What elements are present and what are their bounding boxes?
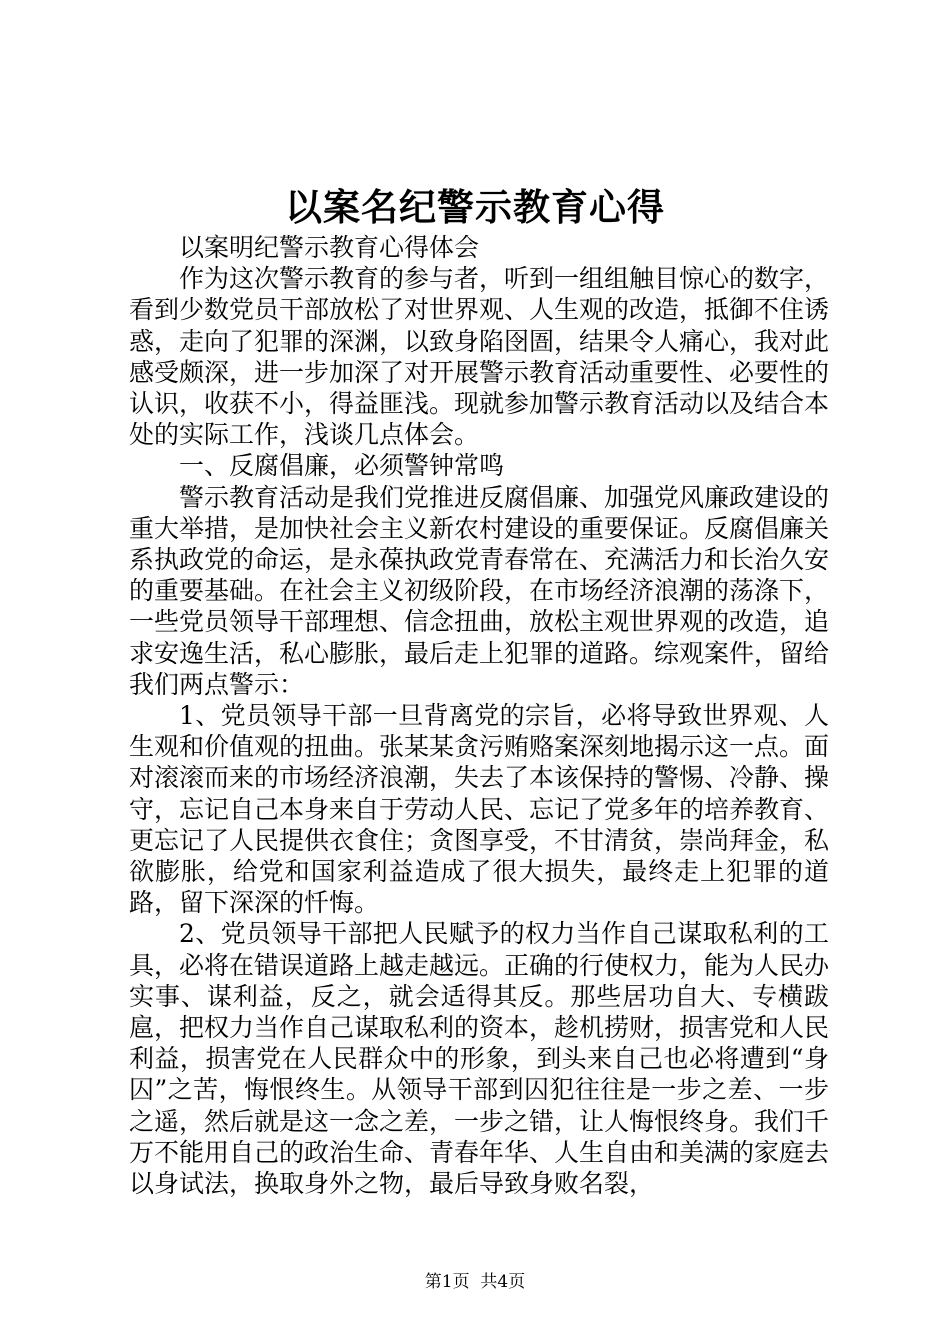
subtitle-paragraph: 以案明纪警示教育心得体会 [179,233,480,262]
point-1-paragraph: 1、党员领导干部一旦背离党的宗旨，必将导致世界观、人生观和价值观的扭曲。张某某贪污贿赂案深刻地揭示这一点。面对滚滚而来的市场经济浪潮，失去了本该保持的警惕、冷静、操守，忘记自己本身来自于劳动人民、忘记了党多年的培养教育、更忘记了人民提供衣食住；贪图享受，不甘清贫，崇尚拜金，私欲膨胀，给党和国家利益造成了很大损失，最终走上犯罪的道路，留下深深的忏悔。 [129,701,830,918]
point-2-paragraph: 2、党员领导干部把人民赋予的权力当作自己谋取私利的工具，必将在错误道路上越走越远。正确的行使权力，能为人民办实事、谋利益，反之，就会适得其反。那些居功自大、专横跋扈，把权力当作自己谋取私利的资本，趁机捞财，损害党和人民利益，损害党在人民群众中的形象，到头来自己也必将遭到“身囚”之苦，悔恨终生。从领导干部到囚犯往往是一步之差、一步之遥，然后就是这一念之差，一步之错，让人悔恨终身。我们千万不能用自己的政治生命、青春年华、人生自由和美满的家庭去以身试法，换取身外之物，最后导致身败名裂， [129,919,830,1199]
intro-paragraph: 作为这次警示教育的参与者，听到一组组触目惊心的数字，看到少数党员干部放松了对世界观、人生观的改造，抵御不住诱惑，走向了犯罪的深渊，以致身陷囹圄，结果令人痛心，我对此感受颇深，进一步加深了对开展警示教育活动重要性、必要性的认识，收获不小，得益匪浅。现就参加警示教育活动以及结合本处的实际工作，浅谈几点体会。 [129,264,830,450]
document-title: 以案名纪警示教育心得 [285,186,665,229]
page-number-footer: 第1页 共4页 [424,1272,526,1292]
document-body [129,232,829,1199]
body-paragraph: 警示教育活动是我们党推进反腐倡廉、加强党风廉政建设的重大举措，是加快社会主义新农村建设的重要保证。反腐倡廉关系执政党的命运，是永葆执政党青春常在、充满活力和长治久安的重要基础。在社会主义初级阶段，在市场经济浪潮的荡涤下，一些党员领导干部理想、信念扭曲，放松主观世界观的改造，追求安逸生活，私心膨胀，最后走上犯罪的道路。综观案件，留给我们两点警示： [129,482,830,699]
section-heading: 一、反腐倡廉，必须警钟常鸣 [179,451,505,481]
